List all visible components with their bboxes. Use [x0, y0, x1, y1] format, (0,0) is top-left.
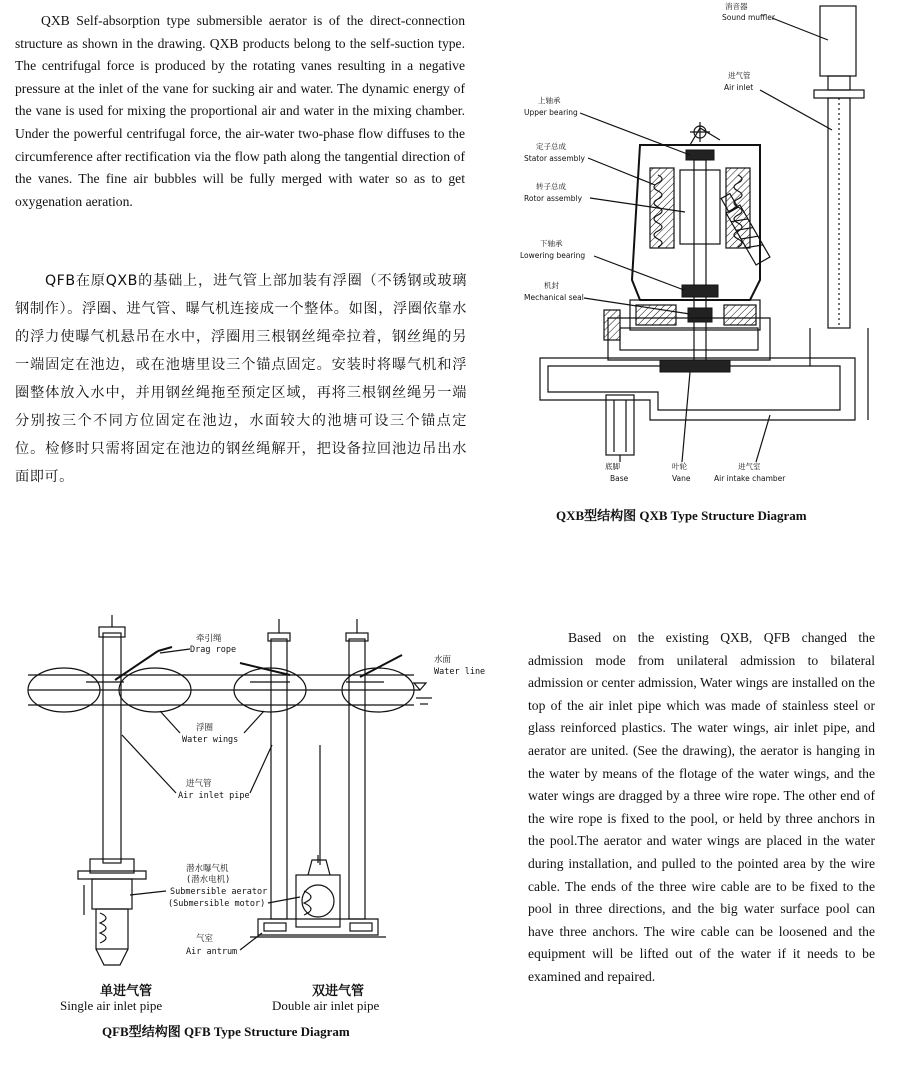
svg-text:牵引绳: 牵引绳	[196, 634, 222, 644]
qfb-structure-diagram	[0, 615, 510, 1015]
sound-muffler	[820, 6, 856, 76]
svg-text:Lowering bearing: Lowering bearing	[520, 251, 586, 260]
svg-text:Air inlet: Air inlet	[724, 83, 754, 92]
svg-text:Mechanical seal: Mechanical seal	[524, 293, 584, 302]
svg-text:浮圈: 浮圈	[196, 723, 214, 733]
svg-text:叶轮: 叶轮	[672, 462, 687, 471]
svg-text:进气管: 进气管	[186, 779, 212, 789]
svg-text:Submersible aerator: Submersible aerator	[170, 887, 268, 897]
svg-text:Upper bearing: Upper bearing	[524, 108, 578, 117]
svg-text:Vane: Vane	[672, 474, 691, 483]
single-aerator	[78, 859, 146, 965]
svg-text:Drag rope: Drag rope	[190, 645, 237, 655]
svg-text:水面: 水面	[434, 655, 452, 665]
svg-text:转子总成: 转子总成	[536, 182, 566, 191]
single-inlet-label-en: Single air inlet pipe	[60, 998, 163, 1013]
qfb-text-en: Based on the existing QXB, QFB changed the admission mode from unilateral admission to bilateral admission or center admission, Water wings are installed on the top of the air inlet pipe which was made of stainless steel or glass reinforced plastics. The water wings, air inlet pipe, and aerator are united. (See the drawing), the aerator is hanging in the water by means of the flotage of the water wings, and the water wings are dragged by a three wire rope. The other end of the wire rope is fixed to the pool, or held by three anchors in the pool.The aerator and water wings are placed in the water during installation, and pulled to the pointed area by the wire cable. The ends of the three wire cable are to be fixed to the pool in three directions, and the big water surface pool can have three anchors. The wire cable can be loosened and the equipment will be lifted out of the water if it needs to be examined and repaired.	[528, 630, 875, 984]
qfb-caption: QFB型结构图 QFB Type Structure Diagram	[102, 1024, 350, 1039]
label-base	[605, 455, 629, 483]
svg-text:(Submersible motor): (Submersible motor)	[168, 899, 266, 909]
qxb-intro-en: QXB Self-absorption type submersible aerator is of the direct-connection structure as shown in the drawing. QXB products belong to the self-suction type. The centrifugal force is produced by the rotating vanes resulting in a negative pressure at the inlet of the vane for sucking air and water. The dynamic energy of the vane is used for mixing the proportional air and water in the mixing chamber. Under the powerful centrifugal force, the air-water two-phase flow diffuses to the circumference after rectification via the flow path along the tangential direction of the vanes. The fine air bubbles will be fully merged with water so as to get oxygenation aeration.	[15, 13, 465, 209]
label-drag-rope	[160, 633, 236, 655]
shaft	[694, 160, 706, 370]
svg-text:底脚: 底脚	[605, 462, 620, 471]
svg-text:下轴承: 下轴承	[540, 239, 563, 248]
svg-text:Water line: Water line	[434, 667, 486, 677]
drag-rope	[360, 655, 402, 677]
double-air-inlet-pipe	[271, 639, 287, 919]
svg-text:Air inlet pipe: Air inlet pipe	[178, 791, 250, 801]
label-water-wings	[160, 711, 264, 745]
svg-text:Sound muffler: Sound muffler	[722, 13, 776, 22]
svg-text:进气室: 进气室	[738, 462, 761, 471]
qfb-intro-zh: QFB在原QXB的基础上，进气管上部加装有浮圈（不锈钢或玻璃钢制作）。浮圈、进气管、曝气机连接成一个整体。如图，浮圈依靠水的浮力使曝气机悬吊在水中，浮圈用三根钢丝绳牵拉着，钢丝绳的另一端固定在池边，或在池塘里设三个锚点固定。安装时将曝气机和浮圈整体放入水中，并用钢丝绳拖至预定区域，再将三根钢丝绳另一端分别按三个不同方位固定在池边，水面较大的池塘可设三个锚点定位。检修时只需将固定在池边的钢丝绳解开，把设备拉回池边吊出水面即可。	[15, 273, 467, 485]
label-water-line	[434, 654, 485, 677]
svg-text:Water wings: Water wings	[182, 735, 239, 745]
svg-text:上轴承: 上轴承	[538, 96, 561, 105]
svg-text:Air antrum: Air antrum	[186, 947, 238, 957]
svg-text:Base: Base	[610, 474, 629, 483]
svg-text:定子总成: 定子总成	[536, 142, 566, 151]
svg-text:机封: 机封	[544, 281, 559, 290]
qxb-caption: QXB型结构图 QXB Type Structure Diagram	[556, 508, 807, 523]
double-inlet-label-zh: 双进气管	[312, 984, 365, 999]
upper-bearing	[686, 150, 714, 160]
svg-text:潜水曝气机: 潜水曝气机	[186, 864, 229, 874]
label-stator	[524, 141, 655, 185]
lower-bearing	[682, 285, 718, 297]
single-air-inlet-pipe	[103, 633, 121, 863]
svg-text:(潜水电机): (潜水电机)	[186, 875, 231, 885]
label-air-inlet	[724, 70, 832, 130]
label-air-intake-chamber	[714, 415, 786, 483]
svg-text:Rotor assembly: Rotor assembly	[524, 194, 583, 203]
svg-text:气室: 气室	[196, 934, 214, 944]
label-sound-muffler	[722, 1, 828, 40]
svg-text:进气管: 进气管	[728, 71, 751, 80]
single-inlet-label-zh: 单进气管	[100, 984, 153, 999]
svg-text:Air intake chamber: Air intake chamber	[714, 474, 786, 483]
vane	[660, 360, 730, 372]
label-vane	[672, 372, 691, 483]
svg-text:消音器: 消音器	[725, 2, 748, 11]
double-inlet-label-en: Double air inlet pipe	[272, 998, 380, 1013]
rotor	[680, 170, 720, 244]
base-foot	[606, 395, 634, 455]
double-air-inlet-pipe	[349, 639, 365, 919]
svg-text:Stator assembly: Stator assembly	[524, 154, 585, 163]
double-aerator	[250, 855, 386, 937]
label-submersible-aerator	[130, 863, 300, 909]
qxb-structure-diagram	[510, 0, 890, 490]
